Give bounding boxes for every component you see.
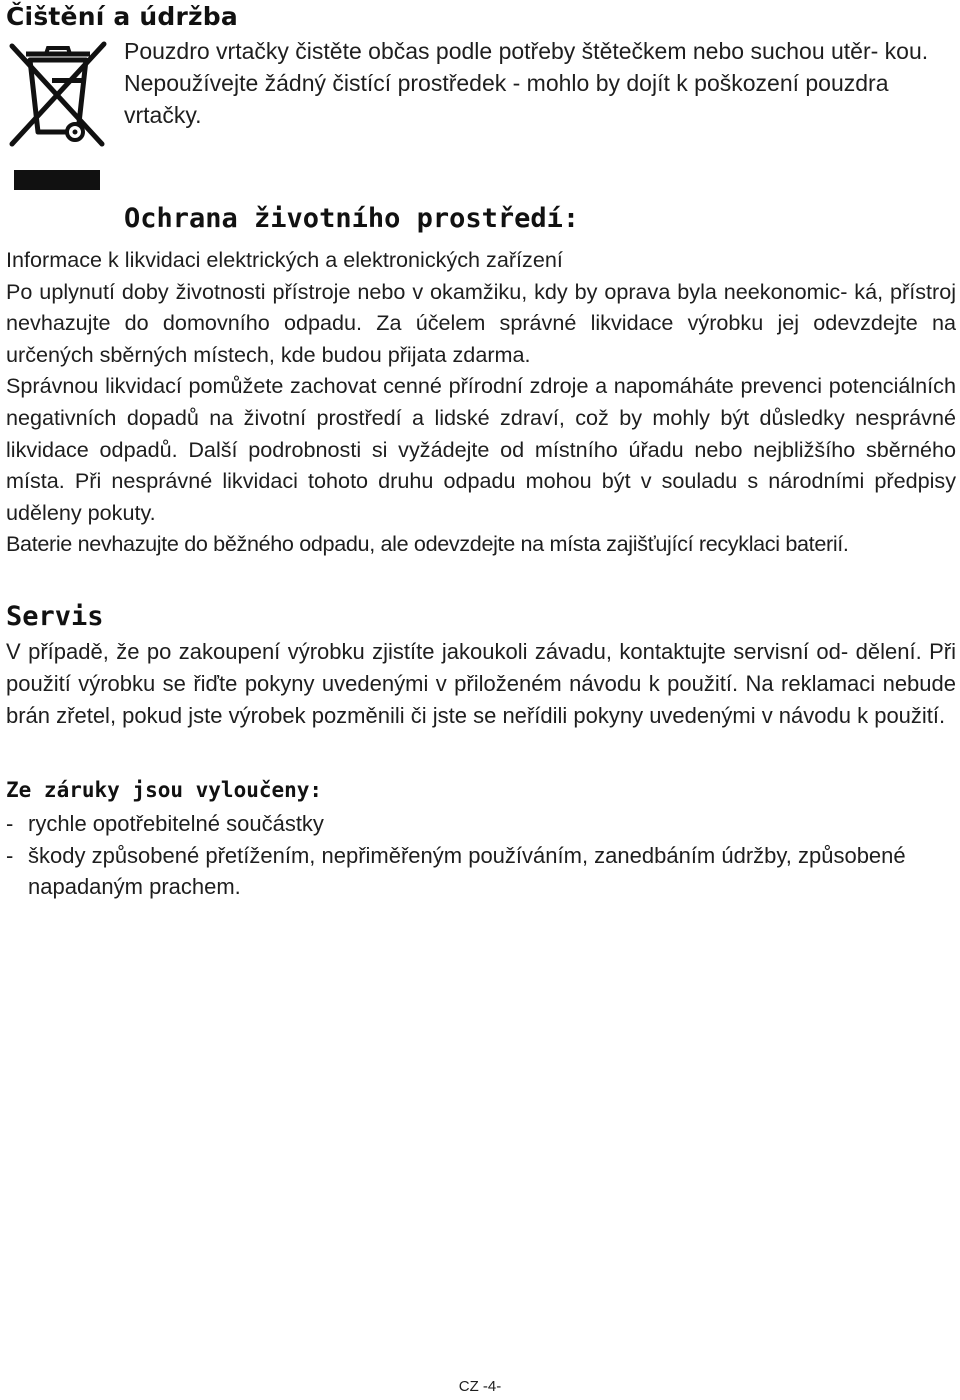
environment-paragraph: Po uplynutí doby životnosti přístroje nebo v okamžiku, kdy by oprava byla neekonomic- ká, přístroj nevhazujte do domovního odpadu. Za účelem správné likvidace výrobku jej odevzdejte na určených sběrných místech, kde budou přijata zdarma. (6, 278, 956, 367)
cleaning-text (124, 35, 954, 131)
crossed-out-wheelie-bin-icon (6, 40, 110, 192)
warranty-exclusions-title: Ze záruky jsou vyloučeny: (6, 778, 323, 802)
list-item (6, 840, 906, 903)
list-item-text: rychle opotřebitelné součástky (28, 811, 324, 836)
environment-paragraph: Správnou likvidací pomůžete zachovat cenné přírodní zdroje a napomáháte prevenci potenciálních negativních dopadů na životní prostředí a lidské zdraví, což by mohly být důsledky nesprávné likvidace odpadů. Další podrobnosti si vyžádejte od místního úřadu nebo nejbližšího sběrného místa. Při nesprávné likvidaci tohoto druhu odpadu mohou být v souladu s národními předpisy uděleny pokuty. (6, 373, 956, 525)
service-title: Servis (6, 601, 104, 632)
cleaning-paragraph: Nepoužívejte žádný čistící prostředek - mohlo by dojít k poškození pouzdra vrtačky. (124, 70, 889, 128)
service-body (6, 636, 956, 732)
environment-subtitle: Informace k likvidaci elektrických a elektronických zařízení (6, 247, 563, 272)
environment-body (6, 244, 956, 560)
environment-title: Ochrana životního prostředí: (124, 203, 580, 234)
list-dash: - (6, 842, 14, 868)
cleaning-title: Čištění a údržba (6, 2, 238, 31)
page-number: CZ -4- (458, 1378, 502, 1395)
list-item (6, 808, 906, 840)
list-item-text: škody způsobené přetížením, nepřiměřeným používáním, zanedbáním údržby, způsobené napadaným prachem. (28, 842, 906, 899)
environment-paragraph: Baterie nevhazujte do běžného odpadu, ale odevzdejte na místa zajišťující recyklaci baterií. (6, 531, 849, 557)
list-dash: - (6, 811, 14, 836)
warranty-exclusions-list (6, 808, 906, 903)
cleaning-paragraph: Pouzdro vrtačky čistěte občas podle potřeby štětečkem nebo suchou utěr- kou. (124, 38, 929, 64)
service-paragraph: V případě, že po zakoupení výrobku zjistíte jakoukoli závadu, kontaktujte servisní od- dělení. Při použití výrobku se řiďte pokyny uvedenými v přiloženém návodu k použití. Na reklamaci nebude brán zřetel, pokud jste výrobek pozměnili či jste se neřídili pokyny uvedenými v návodu k použití. (6, 639, 956, 728)
